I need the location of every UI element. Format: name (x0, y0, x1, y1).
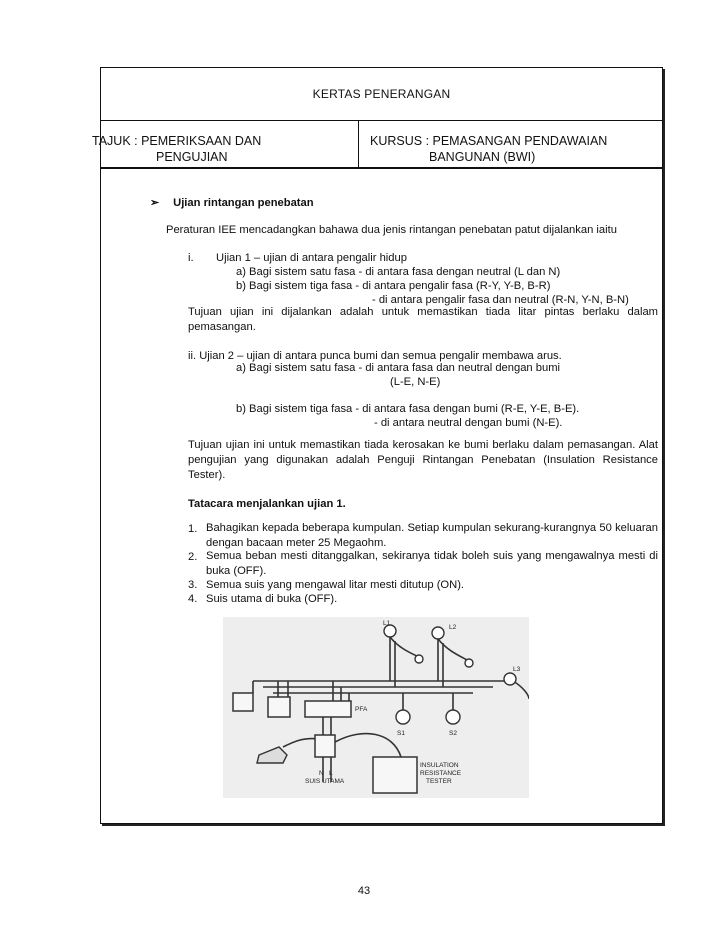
label-tester-3: TESTER (426, 778, 452, 785)
page-number: 43 (357, 885, 371, 897)
tajuk-line1: TAJUK : PEMERIKSAAN DAN (92, 134, 262, 148)
arrow-bullet-icon: ➢ (150, 197, 160, 209)
intro-paragraph: Peraturan IEE mencadangkan bahawa dua jenis rintangan penebatan patut dijalankan iaitu (166, 224, 617, 236)
test1-title: Ujian 1 – ujian di antara pengalir hidup (216, 252, 407, 264)
label-tester-2: RESISTANCE (420, 770, 462, 777)
test1-item-a: a) Bagi sistem satu fasa - di antara fasa dengan neutral (L dan N) (236, 266, 561, 278)
document-title-text: KERTAS PENERANGAN (312, 87, 451, 101)
label-l2: L2 (449, 624, 457, 631)
test1-purpose: Tujuan ujian ini dijalankan adalah untuk memastikan tiada litar pintas berlaku dalam pemasangan. (188, 306, 658, 333)
step-text: Bahagikan kepada beberapa kumpulan. Setiap kumpulan sekurang-kurangnya 50 keluaran dengan bacaan meter 25 Megaohm. (206, 522, 658, 549)
section-heading-text: Ujian rintangan penebatan (173, 197, 314, 209)
section-heading (150, 196, 314, 210)
label-pfa: PFA (355, 706, 368, 713)
test2-purpose: Tujuan ujian ini untuk memastikan tiada kerosakan ke bumi berlaku dalam pemasangan. Alat pengujian yang digunakan adalah Penguji Rintangan Penebatan (Insulation Resistance Tester). (188, 439, 658, 481)
wiring-diagram-svg (223, 617, 529, 798)
test2-item-a: a) Bagi sistem satu fasa - di antara fasa dan neutral dengan bumi (236, 362, 561, 374)
label-l1: L1 (383, 620, 391, 627)
step-text: Semua suis yang mengawal litar mesti ditutup (ON). (206, 579, 465, 591)
procedure-heading: Tatacara menjalankan ujian 1. (188, 498, 346, 510)
test1-item-b2: - di antara pengalir fasa dan neutral (R-N, Y-N, B-N) (372, 294, 629, 306)
test2-item-b: b) Bagi sistem tiga fasa - di antara fasa dengan bumi (R-E, Y-E, B-E). (236, 403, 580, 415)
test2-title: ii. Ujian 2 – ujian di antara punca bumi dan semua pengalir membawa arus. (188, 350, 562, 362)
step-num: 2. (188, 551, 198, 563)
label-tester-1: INSULATION (420, 762, 459, 769)
kursus-line2: BANGUNAN (BWI) (429, 150, 536, 164)
label-l3: L3 (513, 666, 521, 673)
tajuk-line2: PENGUJIAN (156, 150, 228, 164)
step-num: 4. (188, 593, 198, 605)
insulation-test-diagram (223, 617, 529, 798)
label-s2: S2 (449, 730, 457, 737)
step-num: 1. (188, 523, 198, 535)
test2-item-b2: - di antara neutral dengan bumi (N-E). (374, 417, 563, 429)
label-s1: S1 (397, 730, 405, 737)
step-text: Semua beban mesti ditanggalkan, sekiranya tidak boleh suis yang mengawalnya mesti di buka (OFF). (206, 550, 658, 577)
label-suis-utama: SUIS UTAMA (305, 778, 345, 785)
label-n: N (319, 770, 324, 777)
test1-num: i. (188, 252, 194, 264)
label-l: L (329, 770, 333, 777)
step-text: Suis utama di buka (OFF). (206, 593, 338, 605)
step-num: 3. (188, 579, 198, 591)
kursus-line1: KURSUS : PEMASANGAN PENDAWAIAN (370, 134, 608, 148)
test2-item-a2: (L-E, N-E) (390, 376, 441, 388)
test1-item-b: b) Bagi sistem tiga fasa - di antara pengalir fasa (R-Y, Y-B, B-R) (236, 280, 551, 292)
